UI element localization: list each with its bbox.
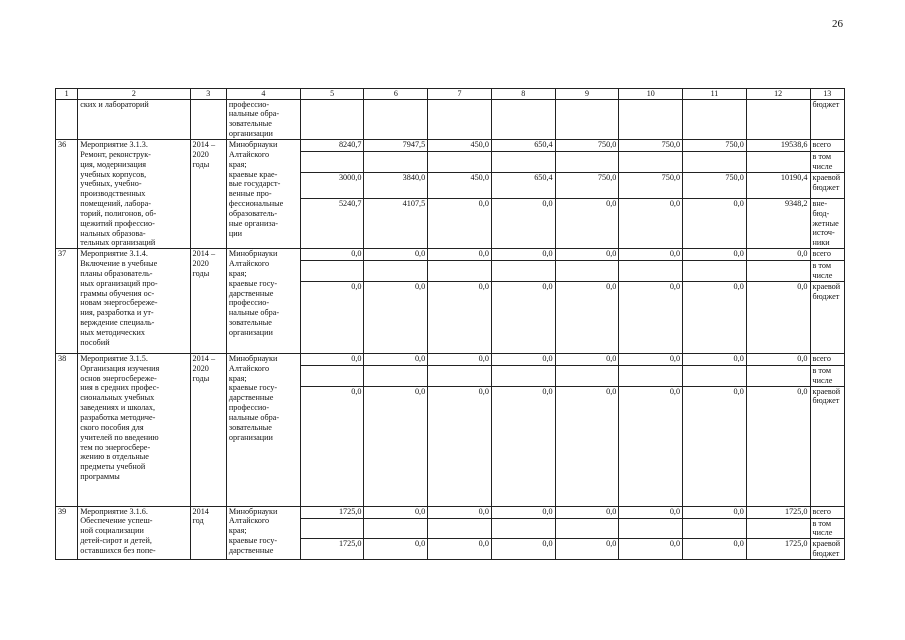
- value-cell: [364, 365, 428, 386]
- value-cell: 1725,0: [746, 539, 810, 560]
- value-cell: 0,0: [683, 539, 747, 560]
- value-cell: 0,0: [364, 386, 428, 506]
- value-cell: 750,0: [683, 139, 747, 151]
- value-cell: [619, 518, 683, 539]
- measure-name-cell: Мероприятие 3.1.5. Организация изучения основ энергосбереже- ния в средних профес- сиональных учебных заведениях и школах, разработка методиче- ского пособия для учителей по введению тем по энергосбере- жению в отдельные предметы учебной программы: [78, 353, 190, 506]
- column-number: 13: [810, 89, 845, 100]
- value-cell: [746, 99, 810, 139]
- value-cell: 0,0: [428, 249, 492, 261]
- value-cell: [683, 261, 747, 282]
- value-cell: [364, 518, 428, 539]
- measure-name-cell: Мероприятие 3.1.6. Обеспечение успеш- ной социализации детей-сирот и детей, оставшихся без попе-: [78, 506, 190, 559]
- value-cell: 0,0: [300, 281, 364, 353]
- value-cell: 0,0: [619, 539, 683, 560]
- period-cell: 2014 – 2020 годы: [190, 139, 226, 248]
- value-cell: [746, 518, 810, 539]
- value-cell: 750,0: [619, 172, 683, 198]
- value-cell: 0,0: [555, 539, 619, 560]
- value-cell: 650,4: [491, 139, 555, 151]
- executor-cell: Минобрнауки Алтайского края; краевые госу- дарственные профессио- нальные обра- зовательные организации: [226, 249, 300, 354]
- value-cell: 5240,7: [300, 198, 364, 248]
- value-cell: [491, 152, 555, 173]
- column-number: 4: [226, 89, 300, 100]
- value-cell: 1725,0: [300, 506, 364, 518]
- period-cell: [190, 99, 226, 139]
- value-cell: [364, 152, 428, 173]
- value-cell: 750,0: [555, 139, 619, 151]
- value-cell: 1725,0: [746, 506, 810, 518]
- executor-cell: Минобрнауки Алтайского края; краевые госу- дарственные профессио- нальные обра- зовательные организации: [226, 353, 300, 506]
- value-cell: 4107,5: [364, 198, 428, 248]
- value-cell: 0,0: [300, 386, 364, 506]
- column-number: 6: [364, 89, 428, 100]
- source-cell: всего: [810, 353, 845, 365]
- source-cell: в том числе: [810, 365, 845, 386]
- value-cell: [491, 261, 555, 282]
- value-cell: 0,0: [746, 353, 810, 365]
- value-cell: 19538,6: [746, 139, 810, 151]
- value-cell: 750,0: [619, 139, 683, 151]
- value-cell: [683, 365, 747, 386]
- value-cell: [555, 365, 619, 386]
- value-cell: 0,0: [746, 386, 810, 506]
- source-cell: всего: [810, 139, 845, 151]
- column-number: 1: [56, 89, 78, 100]
- source-cell: краевой бюджет: [810, 539, 845, 560]
- value-cell: 7947,5: [364, 139, 428, 151]
- source-cell: всего: [810, 249, 845, 261]
- row-number-cell: 39: [56, 506, 78, 559]
- value-cell: [746, 152, 810, 173]
- source-cell: вне- бюд- жетные источ- ники: [810, 198, 845, 248]
- column-number: 3: [190, 89, 226, 100]
- value-cell: 8240,7: [300, 139, 364, 151]
- source-cell: краевой бюджет: [810, 386, 845, 506]
- value-cell: 0,0: [428, 353, 492, 365]
- value-cell: 0,0: [428, 281, 492, 353]
- value-cell: [428, 152, 492, 173]
- value-cell: [491, 365, 555, 386]
- executor-cell: Минобрнауки Алтайского края; краевые госу- дарственные: [226, 506, 300, 559]
- value-cell: 1725,0: [300, 539, 364, 560]
- value-cell: [746, 261, 810, 282]
- measure-name-cell: Мероприятие 3.1.4. Включение в учебные планы образователь- ных организаций про- граммы обучения ос- новам энергосбереже- ния, разработка и ут- верждение специаль- ных методических пособий: [78, 249, 190, 354]
- source-cell: в том числе: [810, 152, 845, 173]
- row-number-cell: 38: [56, 353, 78, 506]
- column-number: 10: [619, 89, 683, 100]
- value-cell: 650,4: [491, 172, 555, 198]
- value-cell: 0,0: [683, 506, 747, 518]
- value-cell: 0,0: [428, 506, 492, 518]
- column-number: 7: [428, 89, 492, 100]
- value-cell: 0,0: [364, 281, 428, 353]
- column-number: 11: [683, 89, 747, 100]
- value-cell: 0,0: [300, 353, 364, 365]
- value-cell: 0,0: [619, 506, 683, 518]
- value-cell: 3000,0: [300, 172, 364, 198]
- column-number: 5: [300, 89, 364, 100]
- value-cell: 0,0: [555, 353, 619, 365]
- value-cell: 0,0: [683, 198, 747, 248]
- value-cell: [619, 152, 683, 173]
- column-number: 12: [746, 89, 810, 100]
- value-cell: 0,0: [364, 506, 428, 518]
- value-cell: [364, 261, 428, 282]
- table-row: [56, 506, 845, 518]
- value-cell: 450,0: [428, 139, 492, 151]
- value-cell: 0,0: [683, 353, 747, 365]
- value-cell: 0,0: [619, 386, 683, 506]
- value-cell: 750,0: [683, 172, 747, 198]
- source-cell: бюджет: [810, 99, 845, 139]
- table-row: [56, 249, 845, 261]
- measure-name-cell: ских и лабораторий: [78, 99, 190, 139]
- period-cell: 2014 – 2020 годы: [190, 249, 226, 354]
- value-cell: 0,0: [364, 539, 428, 560]
- source-cell: всего: [810, 506, 845, 518]
- value-cell: [619, 261, 683, 282]
- value-cell: [428, 518, 492, 539]
- value-cell: 0,0: [491, 353, 555, 365]
- column-number: 9: [555, 89, 619, 100]
- value-cell: 0,0: [555, 386, 619, 506]
- value-cell: 0,0: [746, 249, 810, 261]
- value-cell: 0,0: [555, 249, 619, 261]
- value-cell: 0,0: [491, 506, 555, 518]
- value-cell: 0,0: [364, 353, 428, 365]
- value-cell: [364, 99, 428, 139]
- value-cell: [683, 152, 747, 173]
- value-cell: 0,0: [364, 249, 428, 261]
- budget-table: [55, 88, 845, 560]
- column-number-row: [56, 89, 845, 100]
- value-cell: [428, 365, 492, 386]
- value-cell: [428, 99, 492, 139]
- value-cell: 0,0: [491, 539, 555, 560]
- value-cell: [300, 261, 364, 282]
- value-cell: 0,0: [300, 249, 364, 261]
- value-cell: [683, 518, 747, 539]
- value-cell: 0,0: [428, 539, 492, 560]
- executor-cell: Минобрнауки Алтайского края; краевые крае- вые государст- венные про- фессиональные образователь- ные организа- ции: [226, 139, 300, 248]
- column-number: 2: [78, 89, 190, 100]
- value-cell: 0,0: [683, 386, 747, 506]
- value-cell: [300, 99, 364, 139]
- value-cell: [300, 518, 364, 539]
- value-cell: 450,0: [428, 172, 492, 198]
- continuation-row: [56, 99, 845, 139]
- value-cell: 0,0: [491, 198, 555, 248]
- value-cell: 0,0: [491, 386, 555, 506]
- value-cell: 0,0: [683, 249, 747, 261]
- value-cell: [619, 365, 683, 386]
- value-cell: [491, 518, 555, 539]
- source-cell: краевой бюджет: [810, 172, 845, 198]
- row-number-cell: [56, 99, 78, 139]
- value-cell: [555, 99, 619, 139]
- period-cell: 2014 год: [190, 506, 226, 559]
- source-cell: в том числе: [810, 261, 845, 282]
- value-cell: [746, 365, 810, 386]
- source-cell: в том числе: [810, 518, 845, 539]
- value-cell: 0,0: [555, 281, 619, 353]
- value-cell: 0,0: [619, 353, 683, 365]
- value-cell: 0,0: [555, 198, 619, 248]
- value-cell: 3840,0: [364, 172, 428, 198]
- value-cell: [555, 518, 619, 539]
- table-row: [56, 139, 845, 151]
- row-number-cell: 37: [56, 249, 78, 354]
- row-number-cell: 36: [56, 139, 78, 248]
- value-cell: 0,0: [491, 249, 555, 261]
- value-cell: 0,0: [683, 281, 747, 353]
- value-cell: 10190,4: [746, 172, 810, 198]
- value-cell: [555, 152, 619, 173]
- table-row: [56, 353, 845, 365]
- value-cell: [683, 99, 747, 139]
- value-cell: 750,0: [555, 172, 619, 198]
- column-number: 8: [491, 89, 555, 100]
- value-cell: 0,0: [428, 198, 492, 248]
- value-cell: 0,0: [428, 386, 492, 506]
- value-cell: 0,0: [619, 198, 683, 248]
- value-cell: [428, 261, 492, 282]
- value-cell: 0,0: [491, 281, 555, 353]
- value-cell: [619, 99, 683, 139]
- measure-name-cell: Мероприятие 3.1.3. Ремонт, реконструк- ция, модернизация учебных корпусов, учебных, учебно- производственных помещений, лабора- торий, полигонов, об- щежитий профессио- нальных образова- тельных организаций: [78, 139, 190, 248]
- value-cell: [491, 99, 555, 139]
- value-cell: [300, 365, 364, 386]
- value-cell: 0,0: [619, 249, 683, 261]
- value-cell: [300, 152, 364, 173]
- period-cell: 2014 – 2020 годы: [190, 353, 226, 506]
- value-cell: 9348,2: [746, 198, 810, 248]
- page-number: 26: [832, 18, 843, 30]
- source-cell: краевой бюджет: [810, 281, 845, 353]
- value-cell: 0,0: [555, 506, 619, 518]
- value-cell: [555, 261, 619, 282]
- value-cell: 0,0: [619, 281, 683, 353]
- value-cell: 0,0: [746, 281, 810, 353]
- executor-cell: профессио- нальные обра- зовательные организации: [226, 99, 300, 139]
